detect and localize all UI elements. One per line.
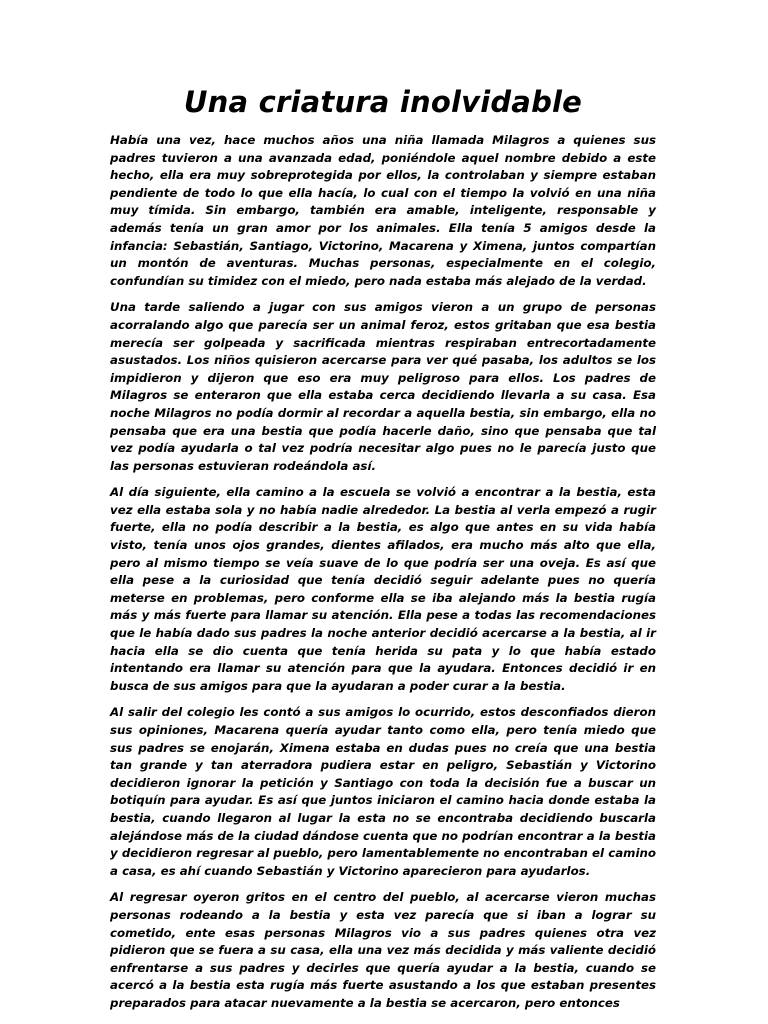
paragraph-1: Había una vez, hace muchos años una niña llamada Milagros a quienes sus padres tuvieron a una avanzada edad, poniéndole aquel nombre debido a este hecho, ella era muy sobreprotegida por ellos, la controlaban y siempre estaban pendiente de todo lo que ella hacía, lo cual con el tiempo la volvió en una niña muy tímida. Sin embargo, también era amable, inteligente, responsable y además tenía un gran amor por los animales. Ella tenía 5 amigos desde la infancia: Sebastián, Santiago, Victorino, Macarena y Ximena, juntos compartían un montón de aventuras. Muchas personas, especialmente en el colegio, confundían su timidez con el miedo, pero nada estaba más alejado de la verdad.: [110, 133, 656, 288]
document-page: [110, 84, 656, 1022]
paragraph-5: Al regresar oyeron gritos en el centro del pueblo, al acercarse vieron muchas personas rodeando a la bestia y esta vez parecía que si iban a lograr su cometido, ente esas personas Milagros vio a sus padres quienes otra vez pidieron que se fuera a su casa, ella una vez más decidida y más valiente decidió enfrentarse a sus padres y decirles que quería ayudar a la bestia, cuando se acercó a la bestia esta rugía más fuerte asustando a los que estaban presentes preparados para atacar nuevamente a la bestia se acercaron, pero entonces: [110, 890, 656, 1010]
paragraph-2: Una tarde saliendo a jugar con sus amigos vieron a un grupo de personas acorralando algo que parecía ser un animal feroz, estos gritaban que esa bestia merecía ser golpeada y sacrificada mientras respiraban entrecortadamente asustados. Los niños quisieron acercarse para ver qué pasaba, los adultos se los impidieron y dijeron que eso era muy peligroso para ellos. Los padres de Milagros se enteraron que ella estaba cerca decidiendo llevarla a su casa. Esa noche Milagros no podía dormir al recordar a aquella bestia, sin embargo, ella no pensaba que era una bestia que podía hacerle daño, sino que pensaba que tal vez podía ayudarla o tal vez podría necesitar algo pues no le parecía justo que las personas estuvieran rodeándola así.: [110, 300, 656, 473]
document-title: Una criatura inolvidable: [183, 85, 583, 119]
paragraph-3: Al día siguiente, ella camino a la escuela se volvió a encontrar a la bestia, esta vez ella estaba sola y no había nadie alrededor. La bestia al verla empezó a rugir fuerte, ella no podía describir a la bestia, es algo que antes en su vida había visto, tenía unos ojos grandes, dientes afilados, era mucho más alto que ella, pero al mismo tiempo se veía suave de lo que podría ser una oveja. Es así que ella pese a la curiosidad que tenía decidió seguir adelante pues no quería meterse en problemas, pero conforme ella se iba alejando más la bestia rugía más y más fuerte para llamar su atención. Ella pese a todas las recomendaciones que le había dado sus padres la noche anterior decidió acercarse a la bestia, al ir hacia ella se dio cuenta que tenía herida su pata y lo que había estado intentando era llamar su atención para que la ayudara. Entonces decidió ir en busca de sus amigos para que la ayudaran a poder curar a la bestia.: [110, 485, 656, 693]
paragraph-4: Al salir del colegio les contó a sus amigos lo ocurrido, estos desconfiados dieron sus opiniones, Macarena quería ayudar tanto como ella, pero tenía miedo que sus padres se enojarán, Ximena estaba en dudas pues no creía que una bestia tan grande y tan aterradora pudiera estar en peligro, Sebastián y Victorino decidieron ignorar la petición y Santiago con toda la decisión fue a buscar un botiquín para ayudar. Es así que juntos iniciaron el camino hacia donde estaba la bestia, cuando llegaron al lugar la esta no se encontraba decidiendo buscarla alejándose más de la ciudad dándose cuenta que no podrían encontrar a la bestia y decidieron regresar al pueblo, pero lamentablemente no encontraban el camino a casa, es ahí cuando Sebastián y Victorino aparecieron para ayudarlos.: [110, 705, 656, 878]
